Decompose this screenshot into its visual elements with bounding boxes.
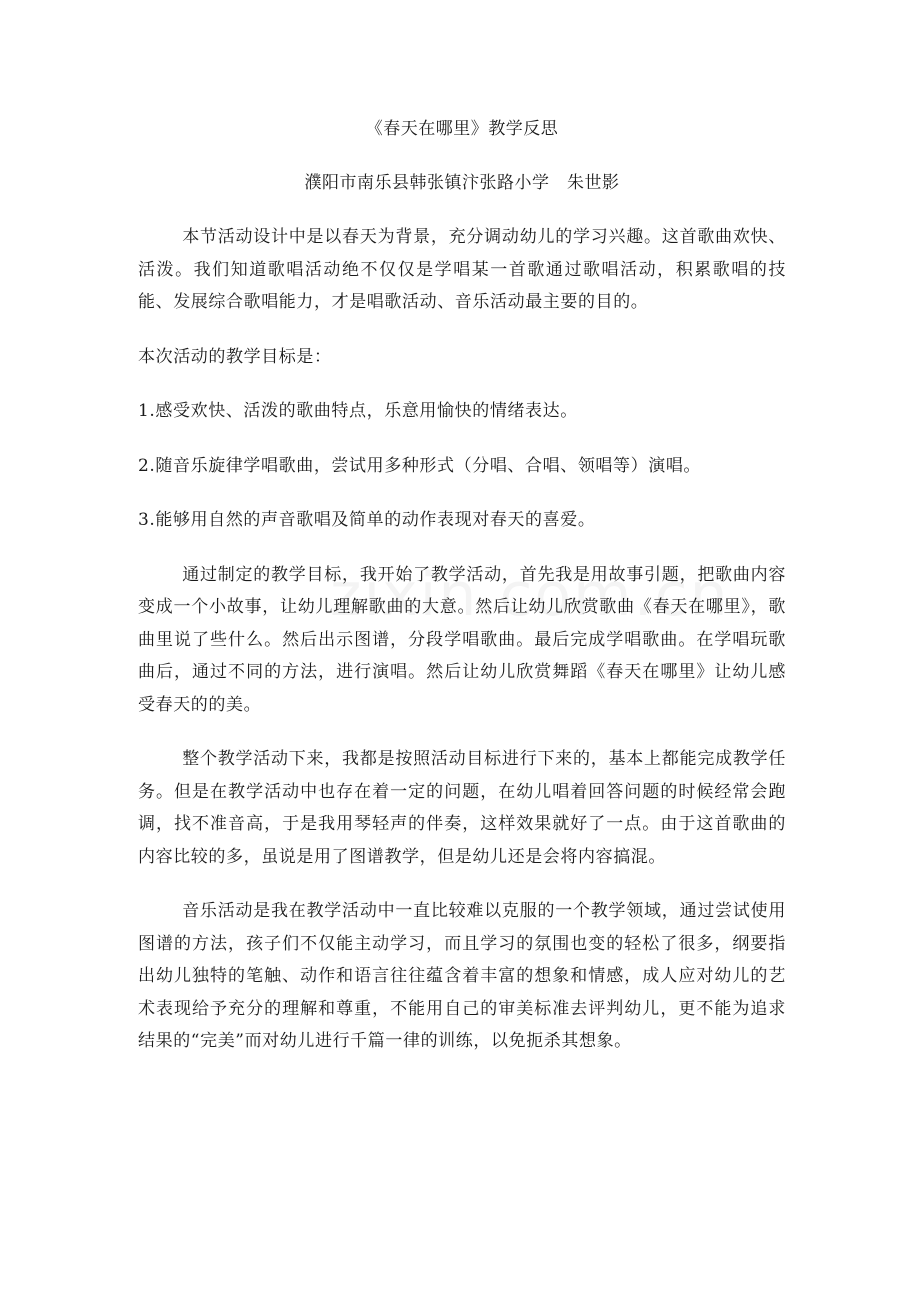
author-line: 濮阳市南乐县韩张镇汴张路小学 朱世影 [304, 173, 620, 193]
goal-item-1: 1.感受欢快、活泼的歌曲特点，乐意用愉快的情绪表达。 [138, 401, 578, 421]
goal-item-2: 2.随音乐旋律学唱歌曲，尝试用多种形式（分唱、合唱、领唱等）演唱。 [138, 455, 702, 476]
paragraph-intro: 本节活动设计中是以春天为背景，充分调动幼儿的学习兴趣。这首歌曲欢快、活泼。我们知道歌唱活动绝不仅仅是学唱某一首歌通过歌唱活动，积累歌唱的技能、发展综合歌唱能力，才是唱歌活动、音乐活动最主要的目的。 [138, 227, 786, 312]
paragraph-process: 通过制定的教学目标，我开始了教学活动，首先我是用故事引题，把歌曲内容变成一个小故事，让幼儿理解歌曲的大意。然后让幼儿欣赏歌曲《春天在哪里》，歌曲里说了些什么。然后出示图谱，分段学唱歌曲。最后完成学唱歌曲。在学唱玩歌曲后，通过不同的方法，进行演唱。然后让幼儿欣赏舞蹈《春天在哪里》让幼儿感受春天的的美。 [138, 564, 786, 715]
paragraph-conclusion: 音乐活动是我在教学活动中一直比较难以克服的一个教学领域，通过尝试使用图谱的方法，孩子们不仅能主动学习，而且学习的氛围也变的轻松了很多，纲要指出幼儿独特的笔触、动作和语言往往蕴含着丰富的想象和情感，成人应对幼儿的艺术表现给予充分的理解和尊重，不能用自己的审美标准去评判幼儿，更不能为追求结果的“完美”而对幼儿进行千篇一律的训练，以免扼杀其想象。 [138, 901, 786, 1051]
document-title: 《春天在哪里》教学反思 [365, 119, 559, 139]
paragraph-reflection: 整个教学活动下来，我都是按照活动目标进行下来的，基本上都能完成教学任务。但是在教学活动中也存在着一定的问题，在幼儿唱着回答问题的时候经常会跑调，找不准音高，于是我用琴轻声的伴奏，这样效果就好了一点。由于这首歌曲的内容比较的多，虽说是用了图谱教学，但是幼儿还是会将内容搞混。 [138, 749, 786, 867]
goal-item-3: 3.能够用自然的声音歌唱及简单的动作表现对春天的喜爱。 [138, 510, 596, 530]
paragraph-goals-heading: 本次活动的教学目标是： [138, 346, 332, 367]
document-body [138, 113, 786, 1080]
